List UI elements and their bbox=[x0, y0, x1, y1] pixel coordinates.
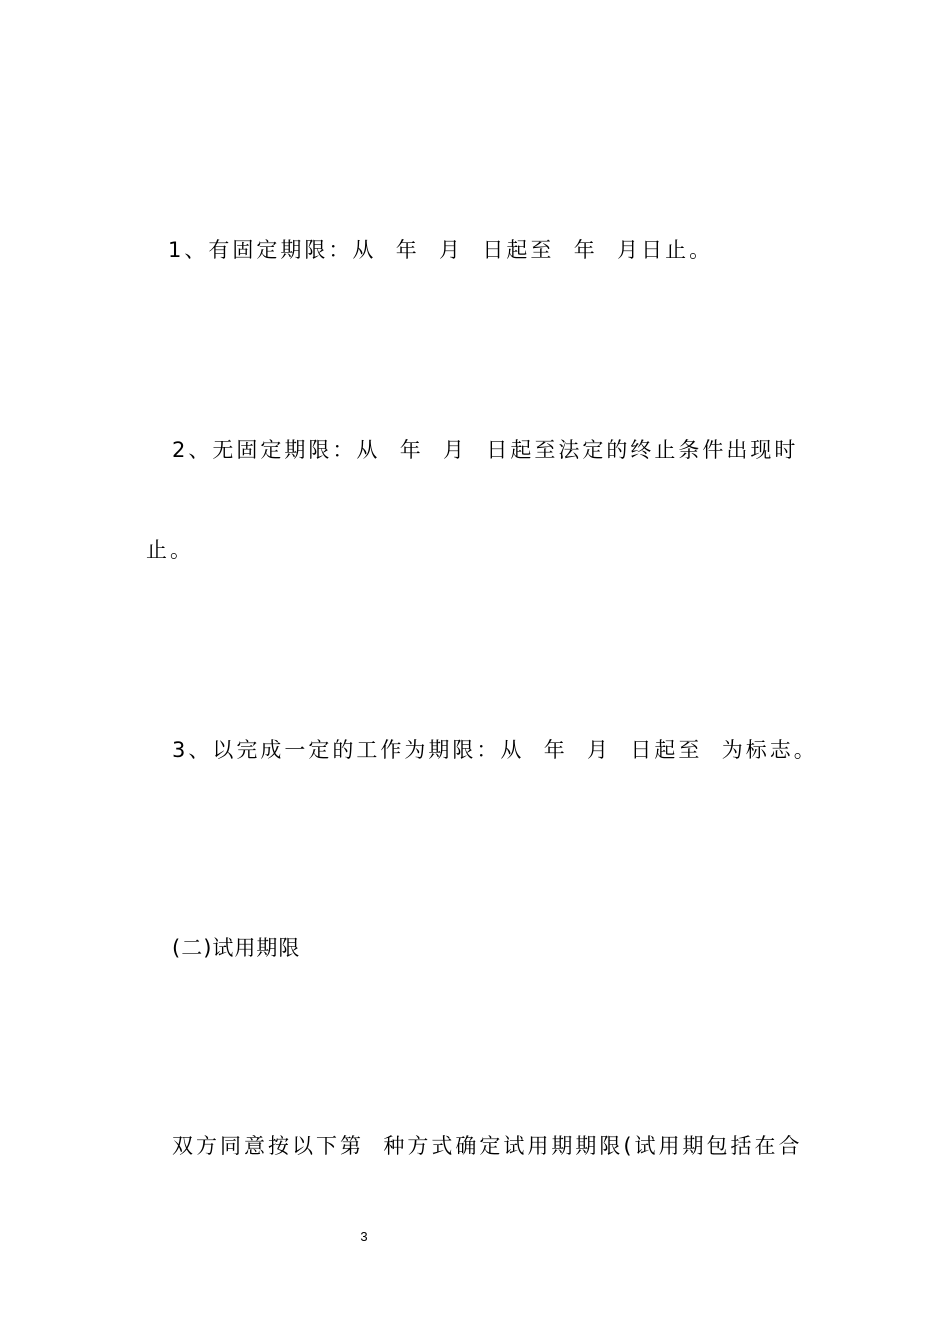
probation-agreement-text: 双方同意按以下第 种方式确定试用期期限(试用期包括在合 bbox=[172, 1134, 803, 1158]
clause-open-ended-term: 2、无固定期限：从 年 月 日起至法定的终止条件出现时 bbox=[172, 438, 799, 462]
page-number: 3 bbox=[360, 1229, 368, 1244]
clause-fixed-term: 1、有固定期限：从 年 月 日起至 年 月日止。 bbox=[168, 238, 714, 262]
clause-task-based-term: 3、以完成一定的工作为期限：从 年 月 日起至 为标志。 bbox=[172, 738, 818, 762]
section-heading-probation: (二)试用期限 bbox=[172, 936, 301, 960]
clause-open-ended-term-continuation: 止。 bbox=[146, 538, 194, 562]
